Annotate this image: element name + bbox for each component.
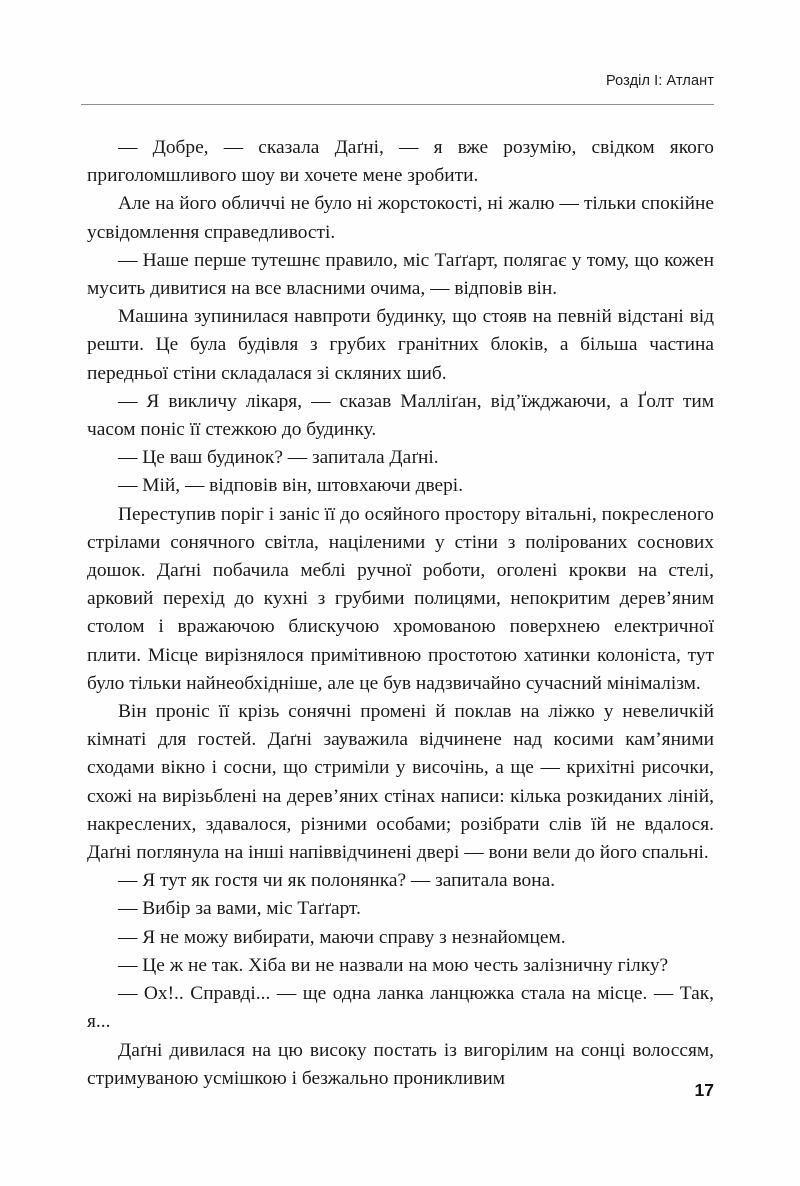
paragraph: — Це ж не так. Хіба ви не назвали на мою честь залізничну гілку? bbox=[118, 954, 669, 976]
paragraph: Але на його обличчі не було ні жорстокості, ні жалю — тільки спокійне усвідомлення справедливості. bbox=[87, 193, 714, 243]
paragraph: — Мій, — відповів він, штовхаючи двері. bbox=[118, 475, 464, 497]
paragraph: — Я не можу вибирати, маючи справу з незнайомцем. bbox=[118, 926, 566, 948]
paragraph: Даґні дивилася на цю високу постать із вигорілим на сонці волоссям, стримуваною усмішкою і безжально проникливим bbox=[87, 1039, 714, 1089]
paragraph: — Я викличу лікаря, — сказав Малліґан, від’їжджаючи, а Ґолт тим часом поніс її стежкою до будинку. bbox=[87, 390, 714, 441]
page-number: 17 bbox=[694, 1080, 714, 1100]
body-text bbox=[87, 134, 714, 1093]
paragraph: — Добре, — сказала Даґні, — я вже розумію, свідком якого приголомшливого шоу ви хочете мене зробити. bbox=[87, 137, 714, 187]
paragraph: Він проніс її крізь сонячні промені й поклав на ліжко у невеличкій кімнаті для гостей. Даґні зауважила відчинене над косими кам’яними сходами вікно і сосни, що стриміли у височінь, а ще — крихітні рисочки, схожі на вирізьблені на дерев’яних стінах написи: кілька розкиданих ліній, накреслених, здавалося, різними особами; розібрати слів їй не вдалося. Даґні поглянула на інші напіввідчинені двері — вони вели до його спальні. bbox=[87, 701, 714, 864]
paragraph: Машина зупинилася навпроти будинку, що стояв на певній відстані від решти. Це була будівля з грубих гранітних блоків, а більша частина передньої стіни складалася зі скляних шиб. bbox=[87, 306, 714, 384]
paragraph: Переступив поріг і заніс її до осяйного простору вітальні, покресленого стрілами сонячного світла, націленими у стіни з полірованих соснових дошок. Даґні побачила меблі ручної роботи, оголені крокви на стелі, арковий перехід до кухні з грубими полицями, непокритим дерев’яним столом і вражаючою блискучою хромованою поверхнею електричної плити. Місце вирізнялося примітивною простотою хатинки колоніста, тут було тільки найнеобхідніше, але це був надзвичайно сучасний мінімалізм. bbox=[87, 503, 714, 694]
header-rule bbox=[81, 104, 714, 105]
running-head: Розділ I: Атлант bbox=[606, 73, 714, 89]
paragraph: — Я тут як гостя чи як полонянка? — запитала вона. bbox=[118, 870, 556, 892]
paragraph: — Вибір за вами, міс Таґґарт. bbox=[118, 898, 361, 920]
paragraph: — Ох!.. Справді... — ще одна ланка ланцюжка стала на місце. — Так, я... bbox=[87, 983, 714, 1033]
paragraph: — Наше перше тутешнє правило, міс Таґґарт, полягає у тому, що кожен мусить дивитися на все власними очима, — відповів він. bbox=[87, 249, 714, 300]
paragraph: — Це ваш будинок? — запитала Даґні. bbox=[118, 447, 439, 469]
